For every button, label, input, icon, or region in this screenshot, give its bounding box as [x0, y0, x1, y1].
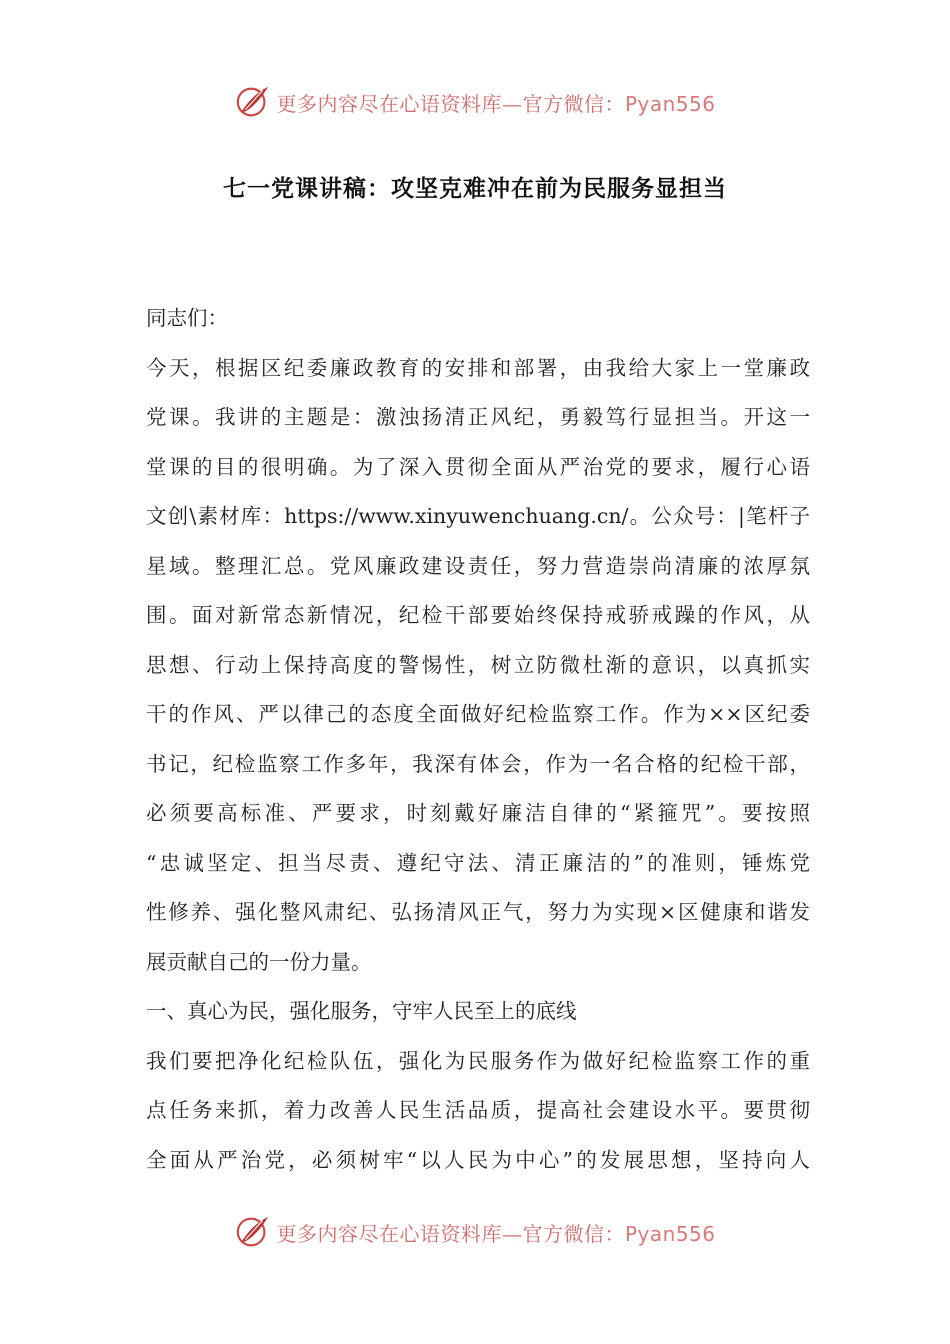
- quill-pen-logo-icon: [234, 1213, 272, 1251]
- text-line: 同志们：: [146, 306, 228, 330]
- text-line: 性修养、强化整风肃纪、弘扬清风正气，努力为实现×区健康和谐发: [146, 900, 810, 924]
- watermark-label: 更多内容尽在心语资料库—官方微信：: [276, 91, 625, 116]
- text-line: 文创\素材库：https://www.xinyuwenchuang.cn/。公众号：|笔杆子: [146, 504, 810, 528]
- watermark-text: [276, 1218, 715, 1247]
- text-line: 星域。整理汇总。党风廉政建设责任，努力营造崇尚清廉的浓厚氛: [146, 553, 810, 578]
- text-line: 点任务来抓，着力改善人民生活品质，提高社会建设水平。要贯彻: [146, 1098, 810, 1122]
- quill-pen-logo-icon: [234, 83, 272, 121]
- watermark-label: 更多内容尽在心语资料库—官方微信：: [276, 1221, 625, 1246]
- watermark-wechat-id: Pyan556: [624, 91, 716, 116]
- text-line: 党课。我讲的主题是：激浊扬清正风纪，勇毅笃行显担当。开这一: [146, 405, 810, 429]
- document-body: [146, 294, 810, 1185]
- text-line: 堂课的目的很明确。为了深入贯彻全面从严治党的要求，履行心语: [146, 454, 810, 479]
- text-line: 全面从严治党，必须树牢“以人民为中心”的发展思想，坚持向人: [146, 1147, 810, 1172]
- watermark-wechat-id: Pyan556: [624, 1221, 716, 1246]
- text-line: 干的作风、严以律己的态度全面做好纪检监察工作。作为××区纪委: [146, 702, 810, 726]
- document-title: 七一党课讲稿：攻坚克难冲在前为民服务显担当: [223, 175, 727, 202]
- text-line: 今天，根据区纪委廉政教育的安排和部署，由我给大家上一堂廉政: [146, 355, 810, 380]
- header-watermark: [0, 82, 950, 122]
- text-line: 我们要把净化纪检队伍，强化为民服务作为做好纪检监察工作的重: [146, 1048, 810, 1073]
- text-line: 书记，纪检监察工作多年，我深有体会，作为一名合格的纪检干部，: [146, 751, 810, 776]
- text-line: 必须要高标准、严要求，时刻戴好廉洁自律的“紧箍咒”。要按照: [146, 801, 810, 825]
- text-line: 围。面对新常态新情况，纪检干部要始终保持戒骄戒躁的作风，从: [146, 603, 810, 627]
- footer-watermark: [0, 1212, 950, 1252]
- text-line: 一、真心为民，强化服务，守牢人民至上的底线: [146, 999, 577, 1023]
- text-line: 思想、行动上保持高度的警惕性，树立防微杜渐的意识，以真抓实: [146, 652, 810, 677]
- text-line: “忠诚坚定、担当尽责、遵纪守法、清正廉洁的”的准则，锤炼党: [146, 850, 810, 875]
- text-line: 展贡献自己的一份力量。: [146, 949, 372, 974]
- watermark-text: [276, 88, 715, 117]
